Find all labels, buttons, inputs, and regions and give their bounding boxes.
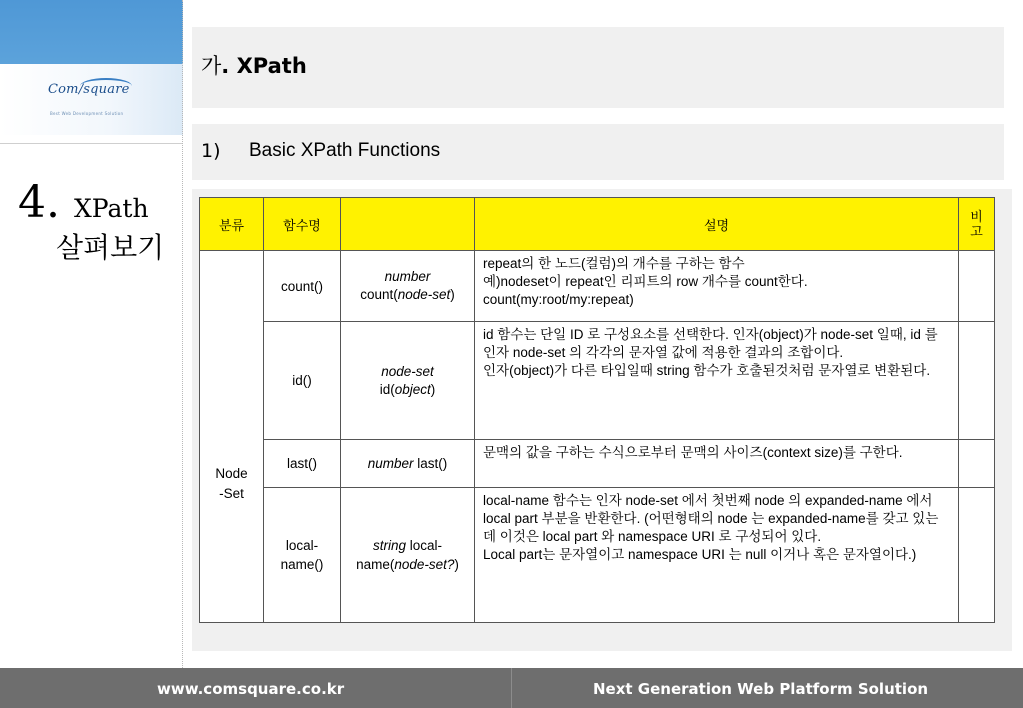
note-cell xyxy=(959,251,995,322)
logo-brand: Com/square xyxy=(48,82,130,97)
sig-type: node-set xyxy=(381,363,434,379)
page-title: 가. XPath xyxy=(201,54,307,78)
section-number: 4. xyxy=(18,177,60,228)
note-cell xyxy=(959,440,995,488)
sidebar-divider xyxy=(0,143,183,144)
table-row xyxy=(200,440,995,488)
header-function: 함수명 xyxy=(264,198,341,251)
header-description: 설명 xyxy=(475,198,959,251)
logo-panel xyxy=(0,64,183,135)
section-title-line2: 살펴보기 xyxy=(56,231,165,264)
heading-bar xyxy=(192,27,1004,108)
sig-name: last() xyxy=(413,456,448,471)
signature-cell xyxy=(341,251,475,322)
description-cell: repeat의 한 노드(컬럼)의 개수를 구하는 함수 예)nodeset이 repeat인 리피트의 row 개수를 count한다. count(my:root/my:repeat) xyxy=(475,251,959,322)
signature-cell xyxy=(341,440,475,488)
sig-close: ) xyxy=(450,287,455,302)
sig-name: count( xyxy=(360,287,398,302)
sig-arg: object xyxy=(394,381,431,397)
function-cell: last() xyxy=(264,440,341,488)
signature-cell xyxy=(341,488,475,623)
section-title-line1: XPath xyxy=(74,194,149,223)
subheading-number: 1) xyxy=(201,140,221,162)
footer-website: www.comsquare.co.kr xyxy=(157,680,345,698)
sig-arg: node-set? xyxy=(394,557,455,572)
table-header-row xyxy=(200,198,995,251)
signature-cell xyxy=(341,322,475,440)
sig-close: ) xyxy=(454,557,459,572)
note-cell xyxy=(959,322,995,440)
sig-type: string xyxy=(372,538,406,553)
sig-name: id( xyxy=(379,381,395,397)
description-cell: 문맥의 값을 구하는 수식으로부터 문맥의 사이즈(context size)를 구한다. xyxy=(475,440,959,488)
function-cell: local- name() xyxy=(264,488,341,623)
sig-close: ) xyxy=(430,381,436,397)
function-cell: count() xyxy=(264,251,341,322)
footer-tagline: Next Generation Web Platform Solution xyxy=(593,680,929,698)
subheading-title: Basic XPath Functions xyxy=(249,140,441,161)
sig-type: number xyxy=(384,269,431,284)
function-cell: id() xyxy=(264,322,341,440)
logo-tagline: Best Web Development Solution xyxy=(50,111,124,116)
header-signature xyxy=(341,198,475,251)
sig-type: number xyxy=(367,456,414,471)
header-category: 분류 xyxy=(200,198,264,251)
sig-name: local- name( xyxy=(356,538,443,572)
sig-arg: node-set xyxy=(397,287,451,302)
table-row xyxy=(200,488,995,623)
functions-table xyxy=(199,197,995,623)
table-row xyxy=(200,251,995,322)
footer-divider xyxy=(511,668,512,708)
note-cell xyxy=(959,488,995,623)
table-row xyxy=(200,322,995,440)
header-note: 비 고 xyxy=(959,198,995,251)
description-cell: local-name 함수는 인자 node-set 에서 첫번째 node 의 expanded-name 에서 local part 부분을 반환한다. (어떤형태의 node 는 expanded-name를 갖고 있는데 이것은 local part 와 namespace URI 로 구성되어 있다. Local part는 문자열이고 namespace URI 는 null 이거나 혹은 문자열이다.) xyxy=(475,488,959,623)
vertical-dotted-divider xyxy=(182,0,184,668)
description-cell: id 함수는 단일 ID 로 구성요소를 선택한다. 인자(object)가 node-set 일때, id 를 인자 node-set 의 각각의 문자열 값에 적용한 결과의 조합이다. 인자(object)가 다른 타입일때 string 함수가 호출된것처럼 문자열로 변환된다. xyxy=(475,322,959,440)
category-cell: Node -Set xyxy=(200,251,264,623)
